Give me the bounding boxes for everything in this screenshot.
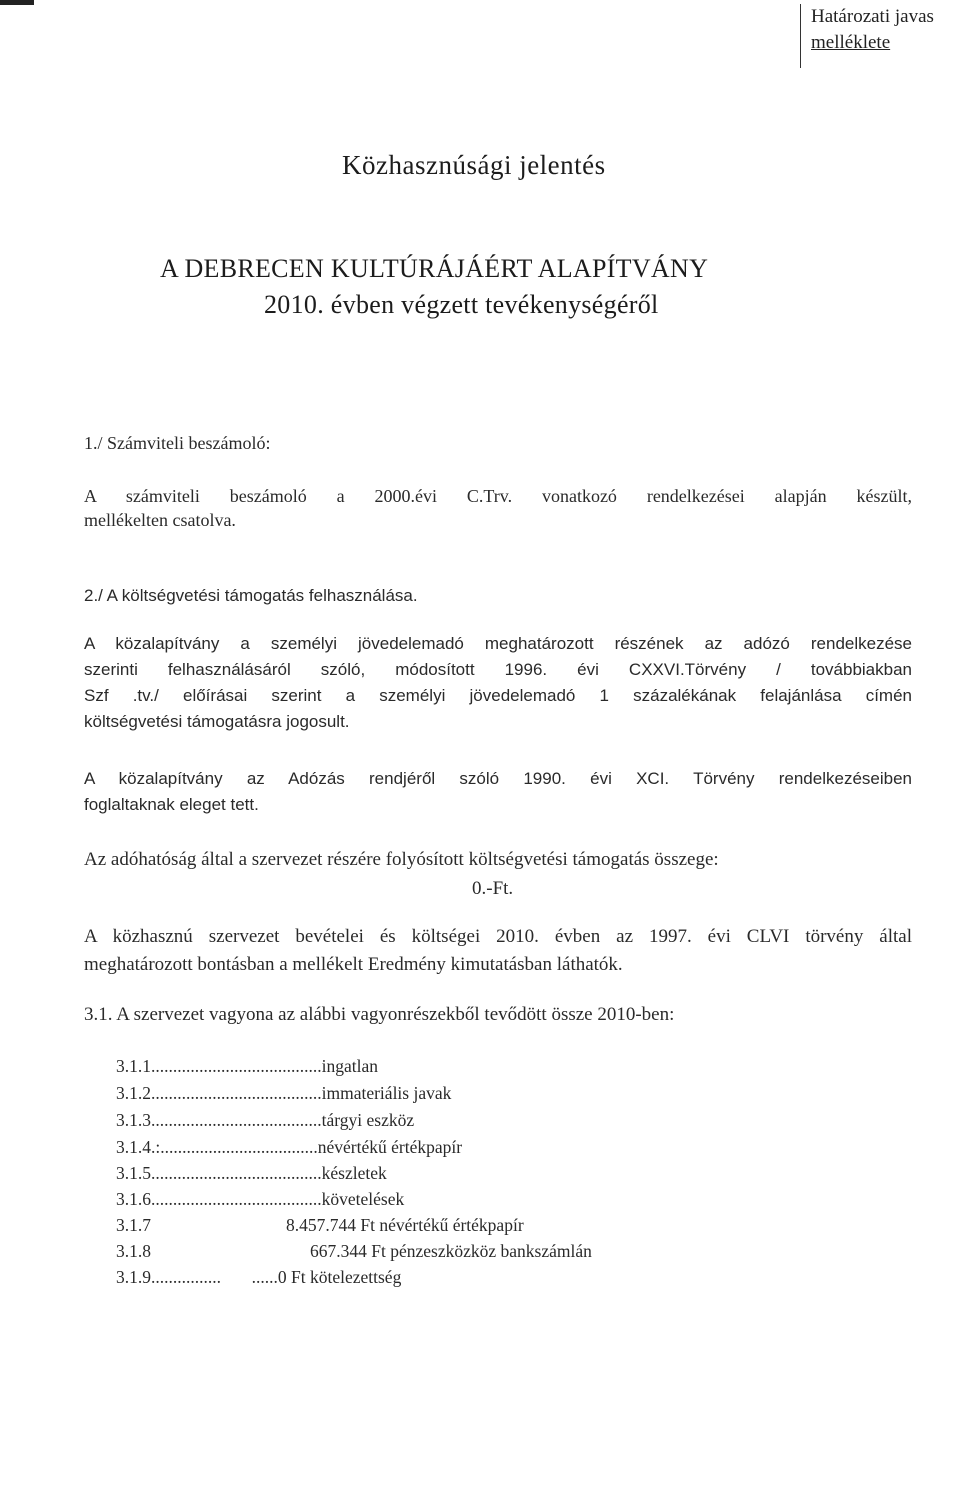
asset-row bbox=[116, 1137, 462, 1158]
asset-label: készletek bbox=[321, 1163, 387, 1183]
asset-dots: ....................................... bbox=[151, 1163, 322, 1183]
asset-dots: ................ ...... bbox=[151, 1267, 278, 1287]
document-title: Közhasznúsági jelentés bbox=[342, 150, 606, 180]
asset-label: 8.457.744 Ft névértékű értékpapír bbox=[286, 1215, 524, 1235]
asset-number: 3.1.7 bbox=[116, 1215, 151, 1235]
section-1-text-line-2: mellékelten csatolva. bbox=[84, 510, 236, 530]
section-2-paragraph-3: Az adóhatóság által a szervezet részére folyósított költségvetési támogatás összege: bbox=[84, 849, 719, 870]
section-2-paragraph-1-line-4: költségvetési támogatásra jogosult. bbox=[84, 712, 350, 731]
asset-number: 3.1.4.: bbox=[116, 1137, 161, 1157]
asset-label: 0 Ft kötelezettség bbox=[277, 1267, 402, 1287]
asset-label: immateriális javak bbox=[321, 1083, 452, 1103]
section-2-paragraph-4-line-2: meghatározott bontásban a mellékelt Eredmény kimutatásban láthatók. bbox=[84, 954, 623, 975]
asset-label: tárgyi eszköz bbox=[321, 1110, 415, 1130]
asset-number: 3.1.1 bbox=[116, 1056, 151, 1076]
asset-dots: ....................................... bbox=[151, 1083, 322, 1103]
margin-note-line-2: mellékletе bbox=[811, 32, 891, 53]
asset-row bbox=[116, 1215, 524, 1236]
asset-row bbox=[116, 1189, 404, 1210]
asset-row bbox=[116, 1056, 378, 1077]
asset-number: 3.1.9 bbox=[116, 1267, 151, 1287]
asset-label: ingatlan bbox=[321, 1056, 378, 1076]
asset-row bbox=[116, 1163, 387, 1184]
asset-label: névértékű értékpapír bbox=[317, 1137, 463, 1157]
section-2-amount: 0.-Ft. bbox=[472, 878, 514, 899]
section-1-heading: 1./ Számviteli beszámoló: bbox=[84, 433, 271, 453]
asset-dots: ....................................... bbox=[151, 1056, 322, 1076]
section-2-paragraph-1-line-3: Szf .tv./ előírásai szerint a személyi jövedelemadó 1 százalékának felajánlása címén bbox=[84, 686, 912, 705]
asset-label: követelések bbox=[321, 1189, 405, 1209]
asset-dots: ....................................... bbox=[151, 1189, 322, 1209]
section-2-paragraph-2-line-1: A közalapítvány az Adózás rendjéről szóló 1990. évi XCI. Törvény rendelkezéseiben bbox=[84, 769, 912, 788]
asset-row bbox=[116, 1083, 451, 1104]
section-3-heading: 3.1. A szervezet vagyona az alábbi vagyonrészekből tevődött össze 2010-ben: bbox=[84, 1004, 675, 1025]
asset-number: 3.1.6 bbox=[116, 1189, 151, 1209]
asset-row bbox=[116, 1267, 401, 1288]
margin-note-line-1: Határozati javas bbox=[811, 6, 934, 27]
section-2-paragraph-1-line-2: szerinti felhasználásáról szóló, módosított 1996. évi CXXVI.Törvény / továbbiakban bbox=[84, 660, 912, 679]
asset-number: 3.1.5 bbox=[116, 1163, 151, 1183]
margin-note bbox=[800, 4, 960, 68]
organization-year-line: 2010. évben végzett tevékenységéről bbox=[264, 290, 659, 319]
section-1-text-line-1: A számviteli beszámoló a 2000.évi C.Trv. vonatkozó rendelkezései alapján készült, bbox=[84, 486, 912, 506]
asset-number: 3.1.2 bbox=[116, 1083, 151, 1103]
scan-corner-mark bbox=[0, 0, 34, 5]
asset-number: 3.1.3 bbox=[116, 1110, 151, 1130]
section-2-heading: 2./ A költségvetési támogatás felhasználása. bbox=[84, 586, 418, 605]
section-2-paragraph-1-line-1: A közalapítvány a személyi jövedelemadó meghatározott részének az adózó rendelkezése bbox=[84, 634, 912, 653]
asset-row bbox=[116, 1110, 414, 1131]
asset-dots: ....................................... bbox=[151, 1110, 322, 1130]
section-2-paragraph-4-line-1: A közhasznú szervezet bevételei és költségei 2010. évben az 1997. évi CLVI törvény által bbox=[84, 926, 912, 947]
asset-dots: .................................... bbox=[160, 1137, 318, 1157]
asset-row bbox=[116, 1241, 592, 1262]
organization-name: A DEBRECEN KULTÚRÁJÁÉRT ALAPÍTVÁNY bbox=[160, 254, 709, 283]
asset-label: 667.344 Ft pénzeszközköz bankszámlán bbox=[310, 1241, 592, 1261]
asset-number: 3.1.8 bbox=[116, 1241, 151, 1261]
section-2-paragraph-2-line-2: foglaltaknak eleget tett. bbox=[84, 795, 259, 814]
